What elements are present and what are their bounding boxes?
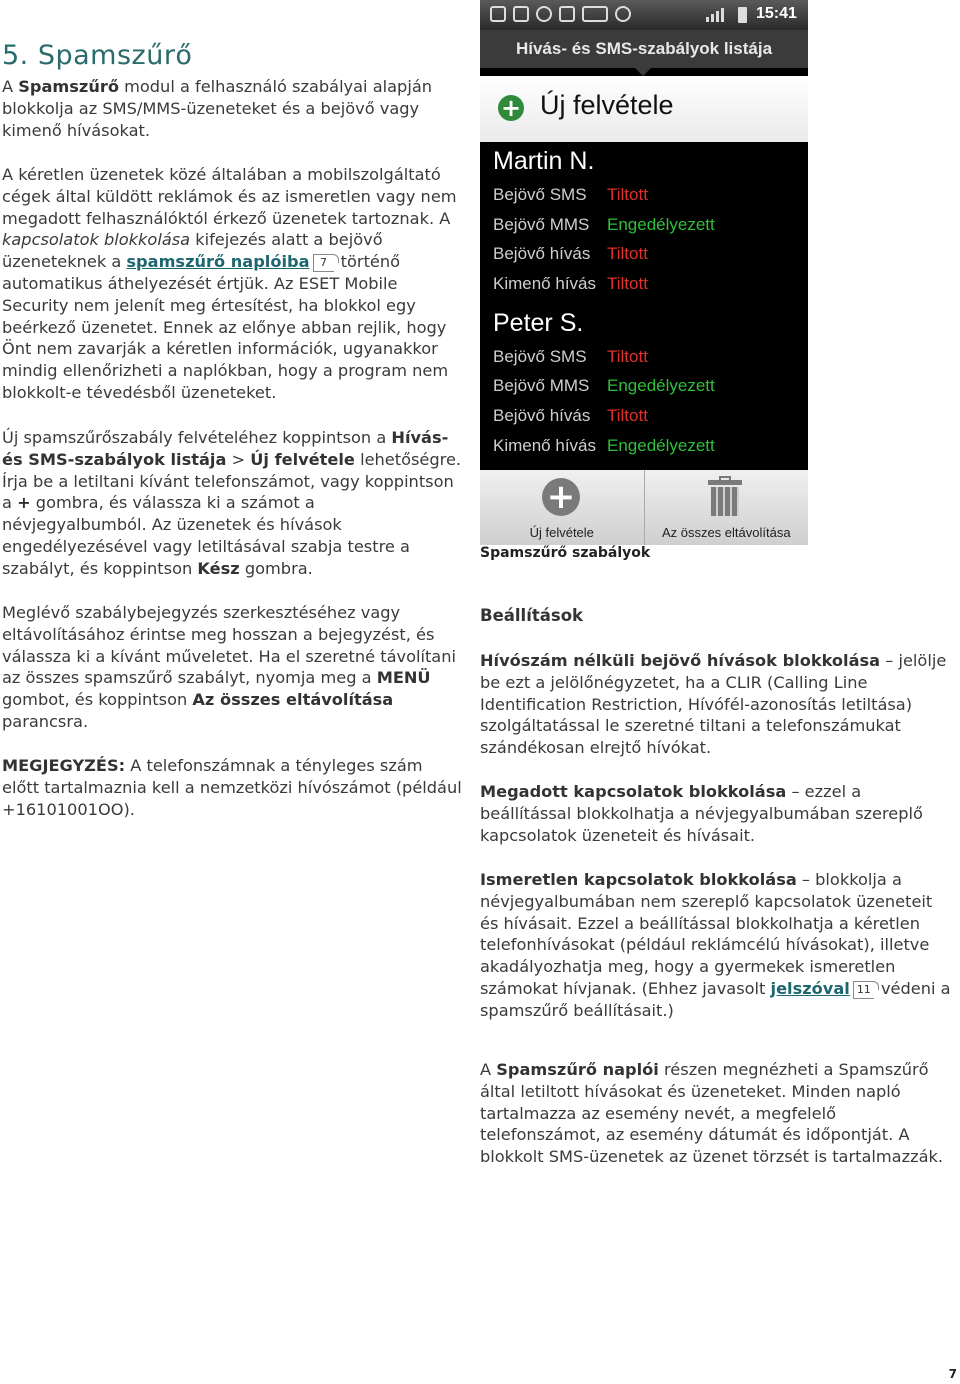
- rule-status: Tiltott: [607, 244, 648, 264]
- contact-name: Martin N.: [493, 147, 595, 175]
- rule-row: [480, 371, 808, 401]
- rule-row: [480, 431, 808, 461]
- bold-text: Megadott kapcsolatok blokkolása: [480, 782, 787, 801]
- text: – jelölje be ezt a jelölőnégyzetet, ha a CLIR (Calling Line Identification Restriction, Hívófél-azonosítás letiltása) szolgáltatással le szeretné tiltani a telefonszámukat szándékosan elrejtő hívókat.: [480, 651, 947, 758]
- lock-icon: [490, 6, 506, 22]
- text: védeni a spamszűrő beállításait.): [480, 978, 951, 1020]
- intro-paragraph: [2, 76, 464, 141]
- rule-label: Bejövő MMS: [493, 214, 590, 234]
- contact-name: Peter S.: [493, 308, 584, 337]
- text: A telefonszámnak a tényleges szám előtt tartalmaznia kell a nemzetközi hívószámot (például +16101001OO).: [2, 756, 462, 819]
- note-label: MEGJEGYZÉS:: [2, 756, 126, 775]
- bold-text: +: [17, 493, 31, 513]
- text: lehetőségre. Írja be a letiltani kívánt telefonszámot, vagy koppintson a: [2, 449, 462, 513]
- text: gombot, és koppintson: [2, 690, 193, 710]
- new-rule-paragraph: [2, 427, 464, 580]
- text: Meglévő szabálybejegyzés szerkesztéséhez vagy eltávolításához érintse meg hosszan a bejegyzést, és válassza ki a kívánt műveletet. Ha el szeretné távolítani az összes spamszűrő szabályt, nyomja meg a: [2, 603, 456, 688]
- phone-screenshot: [480, 0, 808, 545]
- rule-row: [480, 239, 808, 269]
- plus-icon: +: [542, 478, 580, 516]
- blocking-paragraph: [2, 164, 464, 404]
- text: történő automatikus áthelyezését értjük. Az ESET Mobile Security nem jelenít meg értesítést, ha blokkol egy beérkező üzenetet. Ennek az előnye abban rejlik, hogy Önt nem zavarják a kéretlen információk, ugyanakkor mindig ellenőrizheti a naplókban, hogy a program nem blokkolt-e tévedésből üzeneteket.: [2, 252, 449, 402]
- rule-status: Engedélyezett: [607, 376, 715, 396]
- signal-icon: [706, 8, 724, 22]
- usb-icon: [536, 6, 552, 22]
- italic-text: kapcsolatok blokkolása: [2, 230, 191, 250]
- rule-row: [480, 180, 808, 210]
- bold-text: MENÜ: [376, 668, 431, 688]
- rule-status: Engedélyezett: [607, 435, 715, 455]
- contact-rules-list: [480, 142, 808, 461]
- trash-icon: [708, 478, 742, 516]
- bold-text: Spamszűrő naplói: [496, 1060, 659, 1079]
- rule-row: [480, 210, 808, 240]
- remove-all-button[interactable]: [644, 470, 809, 545]
- settings-heading: Beállítások: [480, 606, 584, 625]
- contact-entry[interactable]: [480, 304, 808, 461]
- rule-label: Bejövő SMS: [493, 346, 587, 366]
- specified-contacts-paragraph: [480, 781, 952, 846]
- clir-paragraph: [480, 650, 952, 759]
- rule-row: [480, 401, 808, 431]
- bold-text: Új felvétele: [250, 449, 355, 469]
- figure-caption: Spamszűrő szabályok: [480, 545, 651, 561]
- battery-icon: [738, 7, 747, 23]
- contact-entry[interactable]: [480, 142, 808, 299]
- rule-label: Bejövő SMS: [493, 185, 587, 204]
- text: Új spamszűrőszabály felvételéhez koppintson a: [2, 428, 392, 447]
- add-new-label: Új felvétele: [529, 525, 594, 540]
- rule-row: [480, 269, 808, 299]
- text: A: [2, 77, 19, 96]
- rule-label: Kimenő hívás: [493, 274, 596, 294]
- page-number: 7: [948, 1367, 957, 1381]
- rule-row: [480, 342, 808, 372]
- remove-all-label: Az összes eltávolítása: [661, 525, 791, 540]
- add-icon: +: [498, 95, 524, 121]
- page-title: 5. Spamszűrő: [2, 40, 193, 72]
- text: kifejezés alatt a bejövő üzeneteknek a: [2, 230, 383, 272]
- screen-title: Hívás- és SMS-szabályok listája: [480, 30, 808, 68]
- spam-logs-link[interactable]: spamszűrő naplóiba: [126, 252, 310, 272]
- rule-label: Kimenő hívás: [493, 435, 596, 455]
- rule-status: Engedélyezett: [607, 214, 715, 234]
- page-reference-icon[interactable]: 11: [853, 981, 874, 999]
- bottom-action-bar: [480, 470, 808, 545]
- unknown-contacts-paragraph: [480, 869, 952, 1022]
- bold-text: Az összes eltávolítása: [192, 690, 394, 710]
- page-reference-icon[interactable]: 7: [313, 254, 334, 272]
- rule-label: Bejövő MMS: [493, 376, 590, 396]
- text: – ezzel a beállítással blokkolhatja a névjegyalbumában szereplő kapcsolatok üzeneteit és hívásait.: [480, 782, 923, 845]
- text: gombra, és válassza ki a számot a névjegyalbumból. Az üzenetek és hívások engedélyezésével vagy letiltásával szabja testre a szabályt, és koppintson: [2, 493, 410, 578]
- battery-status-icon: [582, 6, 608, 22]
- rule-label: Bejövő hívás: [493, 406, 591, 426]
- text: A: [480, 1060, 497, 1079]
- text: >: [226, 449, 251, 469]
- add-new-button[interactable]: [480, 470, 644, 545]
- password-link[interactable]: jelszóval: [770, 978, 850, 998]
- bold-text: Hívószám nélküli bejövő hívások blokkolása: [480, 651, 881, 670]
- note-paragraph: [2, 755, 464, 820]
- rule-label: Bejövő hívás: [493, 244, 591, 264]
- bold-text: Spamszűrő: [18, 77, 119, 96]
- rule-status: Tiltott: [607, 406, 648, 426]
- text: A kéretlen üzenetek közé általában a mobilszolgáltató cégek által küldött reklámok és az ismeretlen vagy nem megadott felhasználóktól érkező üzenetek tartoznak. A: [2, 165, 457, 228]
- bold-text: Kész: [197, 558, 240, 578]
- spam-logs-paragraph: [480, 1059, 952, 1168]
- edit-rule-paragraph: [2, 602, 464, 733]
- status-time: 15:41: [756, 5, 797, 22]
- text: parancsra.: [2, 711, 89, 731]
- notification-icons: [490, 6, 631, 22]
- rule-status: Tiltott: [607, 185, 648, 204]
- new-entry-label: Új felvétele: [540, 90, 674, 120]
- text: gombra.: [239, 558, 313, 578]
- new-entry-row[interactable]: [480, 76, 808, 142]
- bold-text: Hívás- és SMS-szabályok listája: [2, 428, 449, 469]
- download-icon: [559, 6, 575, 22]
- rule-status: Tiltott: [607, 274, 648, 294]
- rule-status: Tiltott: [607, 346, 648, 366]
- text: részen megnézheti a Spamszűrő által letiltott hívásokat és üzeneteket. Minden napló tartalmazza az esemény nevét, a megfelelő telefonszámot, az esemény dátumát és időpontját. A blokkolt SMS-üzenetek az üzenet törzsét is tartalmazzák.: [480, 1060, 944, 1167]
- bold-text: Ismeretlen kapcsolatok blokkolása: [480, 870, 797, 889]
- text: modul a felhasználó szabályai alapján blokkolja az SMS/MMS-üzeneteket és a bejövő vagy kimenő hívásokat.: [2, 77, 432, 140]
- status-bar: [480, 0, 808, 30]
- image-icon: [513, 6, 529, 22]
- text: – blokkolja a névjegyalbumában nem szereplő kapcsolatok üzeneteit és hívásait. Ezzel a beállítással blokkolhatja a kéretlen telefonhívásokat (például reklámcélú hívásokat), illetve akadályozhatja meg, hogy a gyermekek ismeretlen számokat hívjanak. (Ehhez javasolt: [480, 870, 933, 998]
- eset-icon: [615, 6, 631, 22]
